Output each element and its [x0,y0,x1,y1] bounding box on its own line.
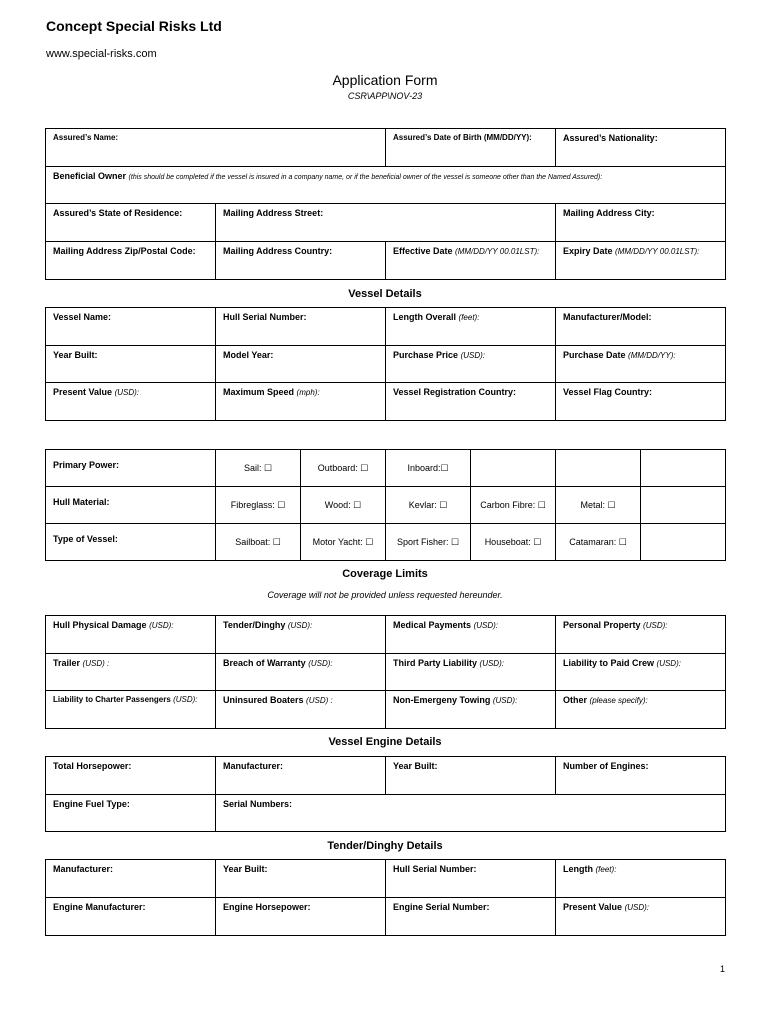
tender-engine-horsepower-field[interactable]: Engine Horsepower: [216,898,386,936]
hull-material-label: Hull Material: [46,487,216,524]
max-speed-field[interactable]: Maximum Speed (mph): [216,383,386,421]
effective-date-field[interactable]: Effective Date (MM/DD/YY 00.01LST): [386,242,556,280]
mailing-country-field[interactable]: Mailing Address Country: [216,242,386,280]
tender-present-value-field[interactable]: Present Value (USD): [556,898,726,936]
hull-serial-field[interactable]: Hull Serial Number: [216,308,386,346]
mailing-zip-field[interactable]: Mailing Address Zip/Postal Code: [46,242,216,280]
vessel-details-title: Vessel Details [348,288,422,300]
company-website[interactable]: www.special-risks.com [46,48,157,60]
total-horsepower-field[interactable]: Total Horsepower: [46,757,216,795]
sail-checkbox[interactable]: Sail: ☐ [216,450,301,487]
breach-warranty-field[interactable]: Breach of Warranty (USD): [216,654,386,691]
empty-cell [641,487,726,524]
carbon-fibre-checkbox[interactable]: Carbon Fibre: ☐ [471,487,556,524]
primary-power-label: Primary Power: [46,450,216,487]
metal-checkbox[interactable]: Metal: ☐ [556,487,641,524]
fibreglass-checkbox[interactable]: Fibreglass: ☐ [216,487,301,524]
serial-numbers-field[interactable]: Serial Numbers: [216,795,726,832]
flag-country-field[interactable]: Vessel Flag Country: [556,383,726,421]
mailing-city-field[interactable]: Mailing Address City: [556,204,726,242]
sailboat-checkbox[interactable]: Sailboat: ☐ [216,524,301,561]
other-coverage-field[interactable]: Other (please specify): [556,691,726,729]
empty-cell [641,450,726,487]
purchase-date-field[interactable]: Purchase Date (MM/DD/YY): [556,346,726,383]
empty-cell [471,450,556,487]
engine-year-built-field[interactable]: Year Built: [386,757,556,795]
engine-manufacturer-field[interactable]: Manufacturer: [216,757,386,795]
houseboat-checkbox[interactable]: Houseboat: ☐ [471,524,556,561]
number-of-engines-field[interactable]: Number of Engines: [556,757,726,795]
coverage-table [45,615,726,729]
wood-checkbox[interactable]: Wood: ☐ [301,487,386,524]
vessel-options-table [45,449,726,561]
engine-table [45,756,726,832]
uninsured-boaters-field[interactable]: Uninsured Boaters (USD) : [216,691,386,729]
inboard-checkbox[interactable]: Inboard:☐ [386,450,471,487]
outboard-checkbox[interactable]: Outboard: ☐ [301,450,386,487]
beneficial-owner-hint: (this should be completed if the vessel is insured in a company name, or if the beneficial owner of the vessel is someone other than the Named Assured): [128,174,603,181]
year-built-field[interactable]: Year Built: [46,346,216,383]
fuel-type-field[interactable]: Engine Fuel Type: [46,795,216,832]
assured-table [45,128,726,204]
paid-crew-liability-field[interactable]: Liability to Paid Crew (USD): [556,654,726,691]
address-table [45,203,726,280]
coverage-note: Coverage will not be provided unless requested hereunder. [267,590,503,600]
tender-table [45,859,726,936]
vessel-name-field[interactable]: Vessel Name: [46,308,216,346]
coverage-limits-title: Coverage Limits [342,568,428,580]
tender-manufacturer-field[interactable]: Manufacturer: [46,860,216,898]
beneficial-owner-field[interactable] [46,167,726,204]
kevlar-checkbox[interactable]: Kevlar: ☐ [386,487,471,524]
sport-fisher-checkbox[interactable]: Sport Fisher: ☐ [386,524,471,561]
model-year-field[interactable]: Model Year: [216,346,386,383]
tender-engine-serial-field[interactable]: Engine Serial Number: [386,898,556,936]
length-overall-field[interactable]: Length Overall (feet): [386,308,556,346]
manufacturer-model-field[interactable]: Manufacturer/Model: [556,308,726,346]
vessel-type-label: Type of Vessel: [46,524,216,561]
medical-payments-field[interactable]: Medical Payments (USD): [386,616,556,654]
state-of-residence-field[interactable]: Assured’s State of Residence: [46,204,216,242]
purchase-price-field[interactable]: Purchase Price (USD): [386,346,556,383]
empty-cell [556,450,641,487]
form-title: Application Form [332,72,438,88]
tender-details-title: Tender/Dinghy Details [327,840,443,852]
page-number: 1 [719,964,725,974]
tender-coverage-field[interactable]: Tender/Dinghy (USD): [216,616,386,654]
empty-cell [641,524,726,561]
beneficial-owner-label: Beneficial Owner [53,171,127,181]
engine-details-title: Vessel Engine Details [328,736,442,748]
tender-year-built-field[interactable]: Year Built: [216,860,386,898]
motor-yacht-checkbox[interactable]: Motor Yacht: ☐ [301,524,386,561]
charter-passengers-field[interactable]: Liability to Charter Passengers (USD): [46,691,216,729]
mailing-street-field[interactable]: Mailing Address Street: [216,204,556,242]
personal-property-field[interactable]: Personal Property (USD): [556,616,726,654]
expiry-date-field[interactable]: Expiry Date (MM/DD/YY 00.01LST): [556,242,726,280]
towing-field[interactable]: Non-Emergeny Towing (USD): [386,691,556,729]
tender-engine-manufacturer-field[interactable]: Engine Manufacturer: [46,898,216,936]
form-code: CSR\APP\NOV-23 [347,91,423,101]
assured-name-field[interactable]: Assured’s Name: [46,129,386,167]
third-party-liability-field[interactable]: Third Party Liability (USD): [386,654,556,691]
trailer-field[interactable]: Trailer (USD) : [46,654,216,691]
catamaran-checkbox[interactable]: Catamaran: ☐ [556,524,641,561]
registration-country-field[interactable]: Vessel Registration Country: [386,383,556,421]
company-name: Concept Special Risks Ltd [46,18,222,34]
assured-nationality-field[interactable]: Assured’s Nationality: [556,129,726,167]
hull-damage-field[interactable]: Hull Physical Damage (USD): [46,616,216,654]
tender-hull-serial-field[interactable]: Hull Serial Number: [386,860,556,898]
vessel-table [45,307,726,421]
present-value-field[interactable]: Present Value (USD): [46,383,216,421]
tender-length-field[interactable]: Length (feet): [556,860,726,898]
assured-dob-field[interactable]: Assured’s Date of Birth (MM/DD/YY): [386,129,556,167]
